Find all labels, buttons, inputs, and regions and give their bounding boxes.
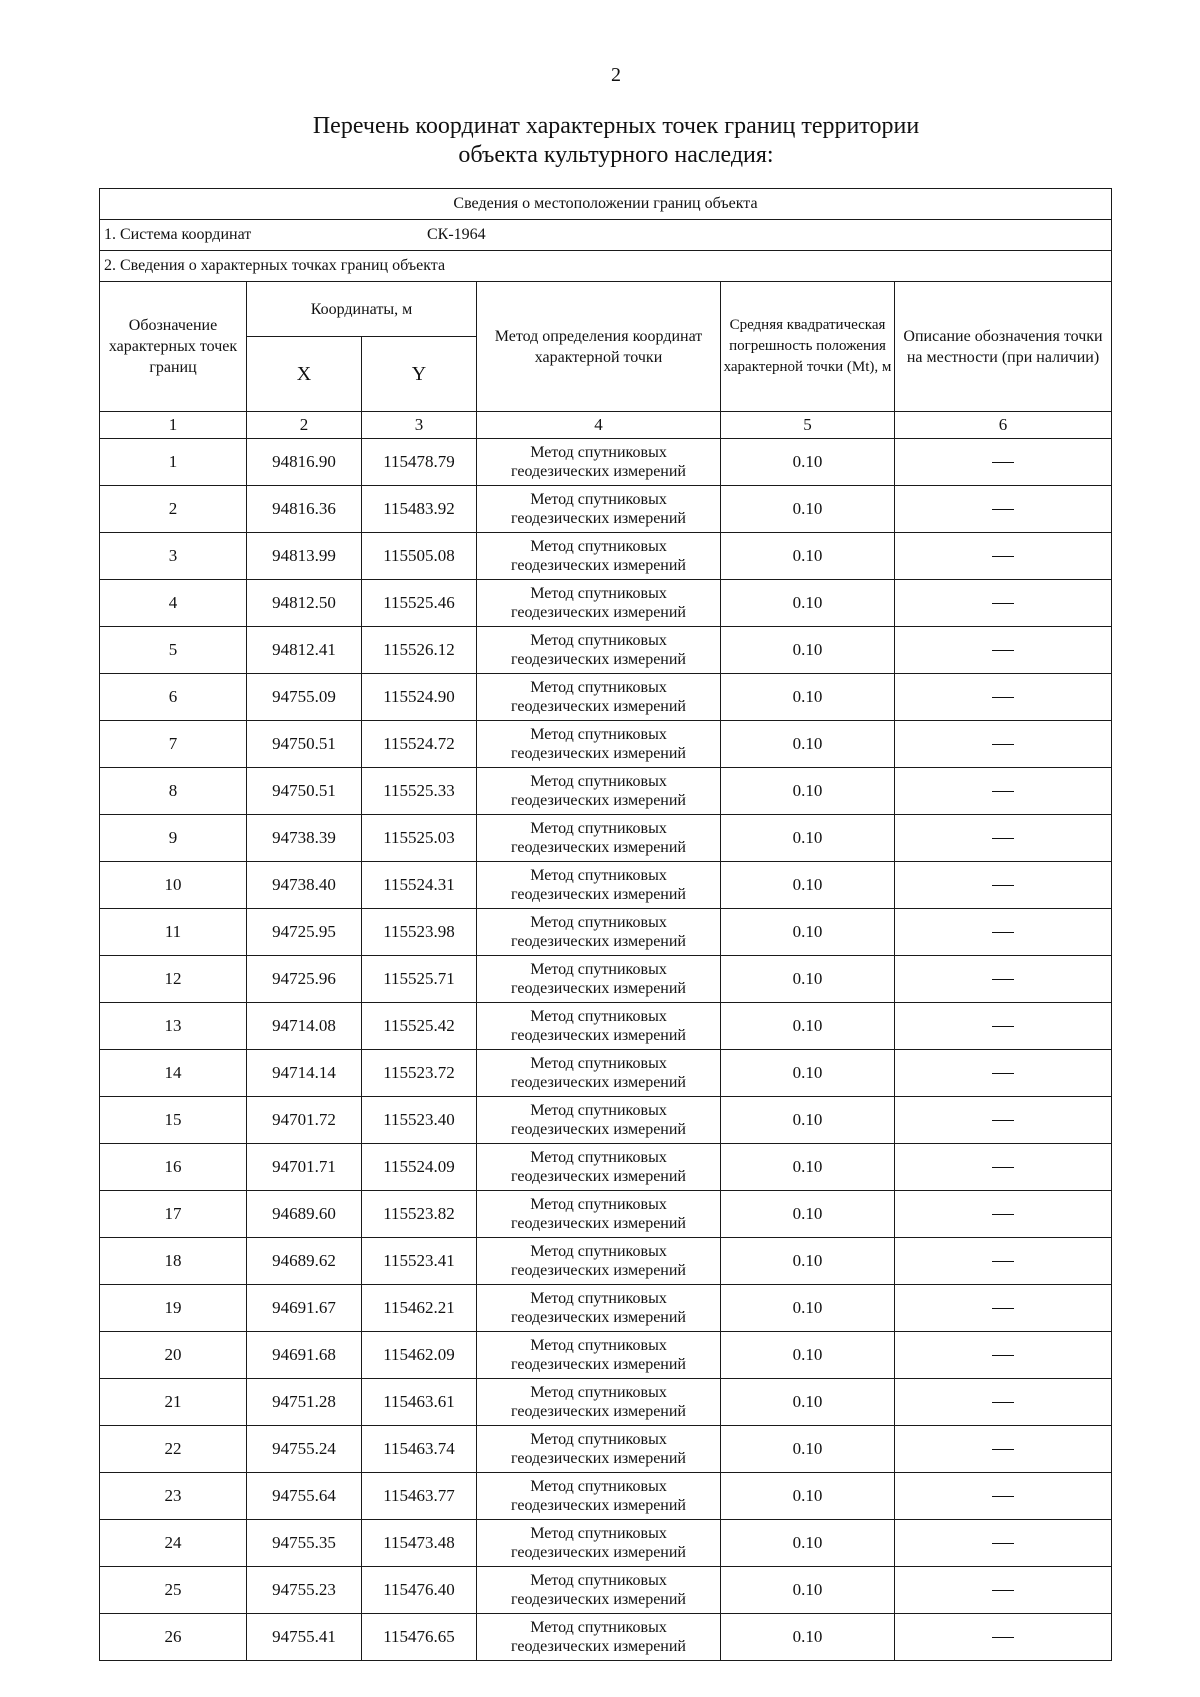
method-cell	[477, 1426, 721, 1473]
method-line-1: Метод спутниковых	[530, 491, 667, 508]
method-line-1: Метод спутниковых	[530, 1149, 667, 1166]
table-row	[100, 768, 1112, 815]
description-cell	[895, 1144, 1112, 1191]
point-number: 18	[100, 1238, 247, 1285]
description-cell	[895, 674, 1112, 721]
section-title-row	[100, 189, 1112, 220]
position-error: 0.10	[721, 1191, 895, 1238]
coordinate-x: 94812.50	[247, 580, 362, 627]
point-number: 5	[100, 627, 247, 674]
column-number: 5	[721, 412, 895, 439]
position-error: 0.10	[721, 1567, 895, 1614]
method-cell	[477, 627, 721, 674]
position-error: 0.10	[721, 439, 895, 486]
point-number: 9	[100, 815, 247, 862]
position-error: 0.10	[721, 1332, 895, 1379]
description-cell	[895, 1426, 1112, 1473]
coordinate-x: 94755.09	[247, 674, 362, 721]
dash-mark	[992, 1073, 1014, 1074]
method-line-1: Метод спутниковых	[530, 773, 667, 790]
method-cell	[477, 1191, 721, 1238]
coordinate-x: 94755.41	[247, 1614, 362, 1661]
table-row	[100, 1050, 1112, 1097]
table-row	[100, 533, 1112, 580]
coordinate-x: 94714.14	[247, 1050, 362, 1097]
point-number: 26	[100, 1614, 247, 1661]
method-line-1: Метод спутниковых	[530, 1102, 667, 1119]
method-cell	[477, 674, 721, 721]
method-cell	[477, 1473, 721, 1520]
description-cell	[895, 956, 1112, 1003]
coordinate-y: 115525.42	[362, 1003, 477, 1050]
method-cell	[477, 1097, 721, 1144]
point-number: 2	[100, 486, 247, 533]
page-number: 2	[611, 64, 621, 86]
method-line-1: Метод спутниковых	[530, 1008, 667, 1025]
table-row	[100, 1426, 1112, 1473]
method-cell	[477, 1144, 721, 1191]
method-line-1: Метод спутниковых	[530, 1572, 667, 1589]
table-row	[100, 815, 1112, 862]
method-line-1: Метод спутниковых	[530, 538, 667, 555]
coordinate-y: 115523.40	[362, 1097, 477, 1144]
description-cell	[895, 768, 1112, 815]
method-line-2: геодезических измерений	[511, 933, 686, 950]
position-error: 0.10	[721, 721, 895, 768]
position-error: 0.10	[721, 1614, 895, 1661]
dash-mark	[992, 556, 1014, 557]
table-row	[100, 1003, 1112, 1050]
coordinate-y: 115525.71	[362, 956, 477, 1003]
dash-mark	[992, 1261, 1014, 1262]
method-line-1: Метод спутниковых	[530, 726, 667, 743]
coordinate-x: 94812.41	[247, 627, 362, 674]
point-number: 24	[100, 1520, 247, 1567]
coordinate-x: 94755.64	[247, 1473, 362, 1520]
description-cell	[895, 909, 1112, 956]
header-y: Y	[362, 337, 477, 412]
description-cell	[895, 815, 1112, 862]
point-number: 7	[100, 721, 247, 768]
description-cell	[895, 1614, 1112, 1661]
method-line-2: геодезических измерений	[511, 1591, 686, 1608]
dash-mark	[992, 1214, 1014, 1215]
method-cell	[477, 1238, 721, 1285]
method-line-1: Метод спутниковых	[530, 1196, 667, 1213]
point-number: 22	[100, 1426, 247, 1473]
position-error: 0.10	[721, 909, 895, 956]
table-row	[100, 1567, 1112, 1614]
table-row	[100, 1520, 1112, 1567]
method-line-2: геодезических измерений	[511, 839, 686, 856]
method-line-2: геодезических измерений	[511, 463, 686, 480]
method-line-1: Метод спутниковых	[530, 1243, 667, 1260]
coordinate-y: 115524.90	[362, 674, 477, 721]
coordinate-y: 115463.74	[362, 1426, 477, 1473]
points-section-label: 2. Сведения о характерных точках границ объекта	[100, 251, 1112, 282]
method-cell	[477, 1285, 721, 1332]
method-line-2: геодезических измерений	[511, 1262, 686, 1279]
table-row	[100, 862, 1112, 909]
coordinate-y: 115463.77	[362, 1473, 477, 1520]
method-line-1: Метод спутниковых	[530, 1431, 667, 1448]
method-line-1: Метод спутниковых	[530, 1619, 667, 1636]
description-cell	[895, 533, 1112, 580]
table-row	[100, 674, 1112, 721]
position-error: 0.10	[721, 1426, 895, 1473]
method-line-2: геодезических измерений	[511, 1027, 686, 1044]
table-row	[100, 627, 1112, 674]
position-error: 0.10	[721, 1379, 895, 1426]
dash-mark	[992, 1449, 1014, 1450]
method-line-2: геодезических измерений	[511, 651, 686, 668]
coordinate-y: 115476.65	[362, 1614, 477, 1661]
method-cell	[477, 1567, 721, 1614]
coord-system-row	[100, 220, 1112, 251]
point-number: 4	[100, 580, 247, 627]
point-number: 1	[100, 439, 247, 486]
position-error: 0.10	[721, 1003, 895, 1050]
description-cell	[895, 1567, 1112, 1614]
coordinate-y: 115524.72	[362, 721, 477, 768]
point-number: 10	[100, 862, 247, 909]
coordinate-y: 115525.46	[362, 580, 477, 627]
method-line-2: геодезических измерений	[511, 886, 686, 903]
coordinate-x: 94750.51	[247, 721, 362, 768]
points-section-row	[100, 251, 1112, 282]
method-line-2: геодезических измерений	[511, 1544, 686, 1561]
description-cell	[895, 580, 1112, 627]
coordinate-y: 115476.40	[362, 1567, 477, 1614]
header-x: X	[247, 337, 362, 412]
dash-mark	[992, 1026, 1014, 1027]
coordinate-x: 94813.99	[247, 533, 362, 580]
method-line-2: геодезических измерений	[511, 1121, 686, 1138]
header-description: Описание обозначения точки на местности (при наличии)	[895, 282, 1112, 412]
position-error: 0.10	[721, 1473, 895, 1520]
coordinate-y: 115526.12	[362, 627, 477, 674]
dash-mark	[992, 1167, 1014, 1168]
header-coordinates: Координаты, м	[247, 282, 477, 337]
coordinate-x: 94689.60	[247, 1191, 362, 1238]
method-line-2: геодезических измерений	[511, 604, 686, 621]
table-row	[100, 1614, 1112, 1661]
method-line-1: Метод спутниковых	[530, 1478, 667, 1495]
coord-system-value: СК-1964	[427, 226, 486, 243]
method-line-2: геодезических измерений	[511, 1309, 686, 1326]
method-line-2: геодезических измерений	[511, 980, 686, 997]
description-cell	[895, 439, 1112, 486]
position-error: 0.10	[721, 1238, 895, 1285]
dash-mark	[992, 791, 1014, 792]
description-cell	[895, 1097, 1112, 1144]
column-number: 3	[362, 412, 477, 439]
point-number: 3	[100, 533, 247, 580]
coordinate-y: 115483.92	[362, 486, 477, 533]
coordinate-x: 94691.67	[247, 1285, 362, 1332]
table-row	[100, 1285, 1112, 1332]
dash-mark	[992, 1543, 1014, 1544]
position-error: 0.10	[721, 1097, 895, 1144]
method-cell	[477, 1003, 721, 1050]
header-designation: Обозначение характерных точек границ	[100, 282, 247, 412]
column-numbers-row	[100, 412, 1112, 439]
method-line-2: геодезических измерений	[511, 1074, 686, 1091]
description-cell	[895, 1238, 1112, 1285]
method-line-2: геодезических измерений	[511, 557, 686, 574]
description-cell	[895, 1332, 1112, 1379]
point-number: 16	[100, 1144, 247, 1191]
method-line-1: Метод спутниковых	[530, 820, 667, 837]
method-cell	[477, 1050, 721, 1097]
description-cell	[895, 1191, 1112, 1238]
dash-mark	[992, 603, 1014, 604]
point-number: 12	[100, 956, 247, 1003]
document-title-line-2: объекта культурного наследия:	[458, 142, 774, 168]
document-title	[0, 112, 1200, 170]
method-line-1: Метод спутниковых	[530, 1525, 667, 1542]
point-number: 20	[100, 1332, 247, 1379]
method-line-1: Метод спутниковых	[530, 1290, 667, 1307]
coordinate-y: 115525.33	[362, 768, 477, 815]
point-number: 23	[100, 1473, 247, 1520]
method-line-1: Метод спутниковых	[530, 1337, 667, 1354]
point-number: 8	[100, 768, 247, 815]
position-error: 0.10	[721, 1520, 895, 1567]
coordinate-x: 94755.24	[247, 1426, 362, 1473]
coordinate-x: 94714.08	[247, 1003, 362, 1050]
coordinate-y: 115478.79	[362, 439, 477, 486]
coordinate-x: 94725.96	[247, 956, 362, 1003]
table-row	[100, 439, 1112, 486]
position-error: 0.10	[721, 533, 895, 580]
point-number: 13	[100, 1003, 247, 1050]
table-row	[100, 1379, 1112, 1426]
coordinate-y: 115462.09	[362, 1332, 477, 1379]
description-cell	[895, 1520, 1112, 1567]
method-cell	[477, 815, 721, 862]
position-error: 0.10	[721, 486, 895, 533]
dash-mark	[992, 979, 1014, 980]
description-cell	[895, 1473, 1112, 1520]
method-line-1: Метод спутниковых	[530, 961, 667, 978]
method-line-2: геодезических измерений	[511, 510, 686, 527]
dash-mark	[992, 1590, 1014, 1591]
method-line-2: геодезических измерений	[511, 1450, 686, 1467]
method-cell	[477, 1379, 721, 1426]
table-row	[100, 956, 1112, 1003]
dash-mark	[992, 1402, 1014, 1403]
coordinate-x: 94750.51	[247, 768, 362, 815]
table-row	[100, 1473, 1112, 1520]
description-cell	[895, 486, 1112, 533]
coordinate-y: 115525.03	[362, 815, 477, 862]
table-row	[100, 1332, 1112, 1379]
column-number: 1	[100, 412, 247, 439]
dash-mark	[992, 1637, 1014, 1638]
method-cell	[477, 956, 721, 1003]
column-number: 6	[895, 412, 1112, 439]
table-row	[100, 580, 1112, 627]
coord-system-cell	[100, 220, 1112, 251]
coordinate-y: 115505.08	[362, 533, 477, 580]
column-number: 4	[477, 412, 721, 439]
coordinate-x: 94816.36	[247, 486, 362, 533]
point-number: 17	[100, 1191, 247, 1238]
table-row	[100, 1238, 1112, 1285]
position-error: 0.10	[721, 1144, 895, 1191]
point-number: 15	[100, 1097, 247, 1144]
position-error: 0.10	[721, 862, 895, 909]
coordinate-y: 115462.21	[362, 1285, 477, 1332]
header-error: Средняя квадратическая погрешность положения характерной точки (Mt), м	[721, 282, 895, 412]
coordinate-y: 115523.98	[362, 909, 477, 956]
table-row	[100, 1097, 1112, 1144]
method-line-2: геодезических измерений	[511, 792, 686, 809]
coordinate-y: 115523.82	[362, 1191, 477, 1238]
method-cell	[477, 1332, 721, 1379]
coordinate-x: 94755.23	[247, 1567, 362, 1614]
coordinate-y: 115524.09	[362, 1144, 477, 1191]
position-error: 0.10	[721, 956, 895, 1003]
method-line-1: Метод спутниковых	[530, 914, 667, 931]
method-cell	[477, 486, 721, 533]
dash-mark	[992, 650, 1014, 651]
point-number: 19	[100, 1285, 247, 1332]
description-cell	[895, 862, 1112, 909]
method-line-2: геодезических измерений	[511, 1168, 686, 1185]
method-line-1: Метод спутниковых	[530, 1384, 667, 1401]
document-title-line-1: Перечень координат характерных точек границ территории	[312, 113, 920, 139]
point-number: 6	[100, 674, 247, 721]
description-cell	[895, 1285, 1112, 1332]
dash-mark	[992, 1355, 1014, 1356]
coordinate-x: 94738.40	[247, 862, 362, 909]
position-error: 0.10	[721, 815, 895, 862]
method-cell	[477, 721, 721, 768]
coordinate-x: 94701.72	[247, 1097, 362, 1144]
coordinates-table	[99, 188, 1112, 1661]
description-cell	[895, 1379, 1112, 1426]
dash-mark	[992, 744, 1014, 745]
description-cell	[895, 721, 1112, 768]
method-line-1: Метод спутниковых	[530, 679, 667, 696]
coordinate-y: 115473.48	[362, 1520, 477, 1567]
method-line-1: Метод спутниковых	[530, 444, 667, 461]
coordinate-x: 94816.90	[247, 439, 362, 486]
position-error: 0.10	[721, 1285, 895, 1332]
dash-mark	[992, 697, 1014, 698]
coordinate-y: 115463.61	[362, 1379, 477, 1426]
dash-mark	[992, 509, 1014, 510]
coord-system-label: 1. Система координат	[104, 226, 252, 243]
table-row	[100, 721, 1112, 768]
method-line-2: геодезических измерений	[511, 698, 686, 715]
coordinate-y: 115524.31	[362, 862, 477, 909]
coordinate-y: 115523.72	[362, 1050, 477, 1097]
point-number: 25	[100, 1567, 247, 1614]
method-line-2: геодезических измерений	[511, 1215, 686, 1232]
dash-mark	[992, 838, 1014, 839]
dash-mark	[992, 462, 1014, 463]
point-number: 11	[100, 909, 247, 956]
method-cell	[477, 580, 721, 627]
position-error: 0.10	[721, 768, 895, 815]
method-line-1: Метод спутниковых	[530, 1055, 667, 1072]
column-number: 2	[247, 412, 362, 439]
method-cell	[477, 533, 721, 580]
dash-mark	[992, 932, 1014, 933]
dash-mark	[992, 1496, 1014, 1497]
method-cell	[477, 862, 721, 909]
method-cell	[477, 768, 721, 815]
coordinate-x: 94691.68	[247, 1332, 362, 1379]
position-error: 0.10	[721, 674, 895, 721]
point-number: 14	[100, 1050, 247, 1097]
coordinate-x: 94689.62	[247, 1238, 362, 1285]
method-cell	[477, 1520, 721, 1567]
table-row	[100, 909, 1112, 956]
coordinate-y: 115523.41	[362, 1238, 477, 1285]
section-title: Сведения о местоположении границ объекта	[100, 189, 1112, 220]
method-cell	[477, 439, 721, 486]
coordinate-x: 94701.71	[247, 1144, 362, 1191]
description-cell	[895, 1003, 1112, 1050]
position-error: 0.10	[721, 580, 895, 627]
coordinate-x: 94725.95	[247, 909, 362, 956]
coordinate-x: 94751.28	[247, 1379, 362, 1426]
method-line-2: геодезических измерений	[511, 1497, 686, 1514]
method-line-2: геодезических измерений	[511, 1638, 686, 1655]
table-row	[100, 1144, 1112, 1191]
method-line-1: Метод спутниковых	[530, 867, 667, 884]
coordinate-x: 94738.39	[247, 815, 362, 862]
header-method: Метод определения координат характерной точки	[477, 282, 721, 412]
point-number: 21	[100, 1379, 247, 1426]
method-line-2: геодезических измерений	[511, 745, 686, 762]
dash-mark	[992, 1120, 1014, 1121]
position-error: 0.10	[721, 1050, 895, 1097]
description-cell	[895, 1050, 1112, 1097]
method-line-2: геодезических измерений	[511, 1356, 686, 1373]
method-line-1: Метод спутниковых	[530, 632, 667, 649]
header-row-top	[100, 282, 1112, 337]
description-cell	[895, 627, 1112, 674]
method-line-2: геодезических измерений	[511, 1403, 686, 1420]
method-line-1: Метод спутниковых	[530, 585, 667, 602]
position-error: 0.10	[721, 627, 895, 674]
table-row	[100, 1191, 1112, 1238]
method-cell	[477, 909, 721, 956]
table-row	[100, 486, 1112, 533]
method-cell	[477, 1614, 721, 1661]
coordinate-x: 94755.35	[247, 1520, 362, 1567]
dash-mark	[992, 885, 1014, 886]
dash-mark	[992, 1308, 1014, 1309]
